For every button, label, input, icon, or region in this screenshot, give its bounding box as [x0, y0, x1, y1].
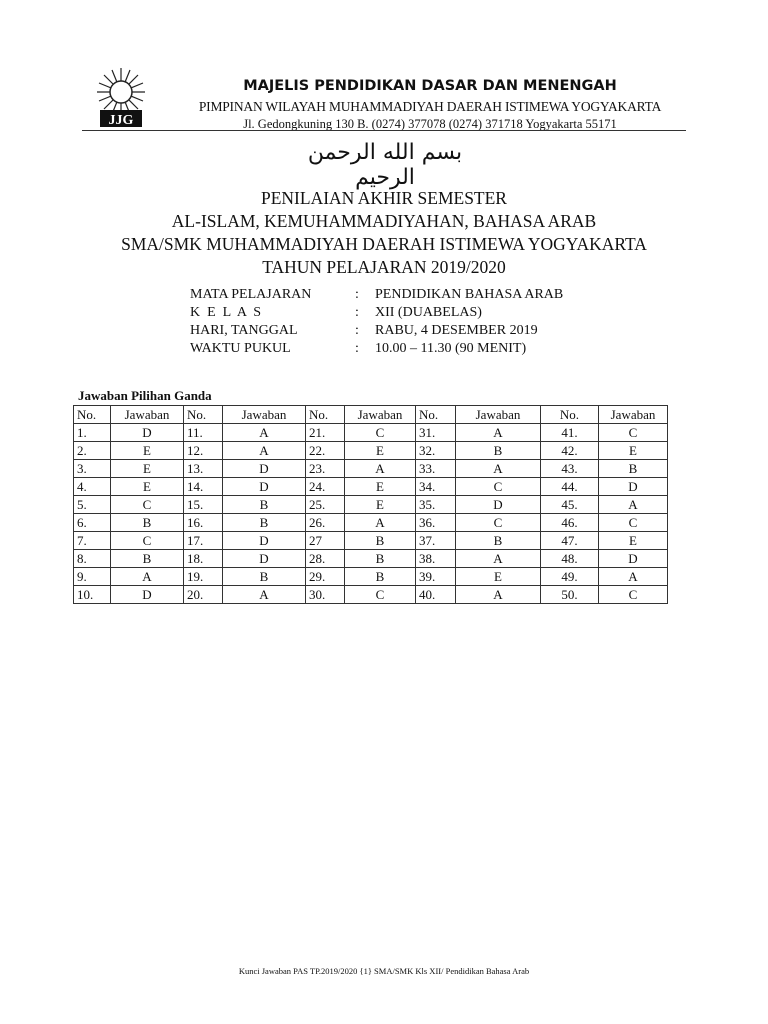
info-label: MATA PELAJARAN [190, 287, 312, 302]
table-row [74, 478, 668, 496]
question-number: 17. [184, 532, 223, 550]
answer-letter: C [456, 478, 541, 496]
question-number: 5. [74, 496, 111, 514]
question-number: 22. [306, 442, 345, 460]
answer-letter: B [456, 442, 541, 460]
question-number: 47. [541, 532, 599, 550]
answer-letter: D [111, 586, 184, 604]
organization-name: MAJELIS PENDIDIKAN DASAR DAN MENENGAH [243, 78, 617, 94]
question-number: 43. [541, 460, 599, 478]
question-number: 15. [184, 496, 223, 514]
info-label: WAKTU PUKUL [190, 341, 291, 356]
title-line-3: SMA/SMK MUHAMMADIYAH DAERAH ISTIMEWA YOGYAKARTA [121, 234, 647, 254]
table-row [74, 460, 668, 478]
answer-letter: B [111, 514, 184, 532]
header-no: No. [306, 406, 345, 424]
question-number: 18. [184, 550, 223, 568]
answer-letter: A [456, 424, 541, 442]
header-no: No. [74, 406, 111, 424]
answer-letter: D [223, 550, 306, 568]
answer-letter: B [599, 460, 668, 478]
header-divider [82, 130, 686, 131]
question-number: 24. [306, 478, 345, 496]
answer-letter: B [456, 532, 541, 550]
answer-letter: C [111, 496, 184, 514]
header-answer: Jawaban [223, 406, 306, 424]
question-number: 30. [306, 586, 345, 604]
question-number: 33. [416, 460, 456, 478]
question-number: 20. [184, 586, 223, 604]
info-sep: : [355, 287, 359, 302]
question-number: 36. [416, 514, 456, 532]
answer-letter: A [345, 460, 416, 478]
answer-letter: B [345, 532, 416, 550]
answer-letter: D [223, 460, 306, 478]
table-row [74, 442, 668, 460]
answer-letter: D [111, 424, 184, 442]
question-number: 29. [306, 568, 345, 586]
question-number: 25. [306, 496, 345, 514]
answer-letter: A [223, 424, 306, 442]
question-number: 42. [541, 442, 599, 460]
info-value: PENDIDIKAN BAHASA ARAB [375, 287, 564, 302]
answer-letter: A [456, 460, 541, 478]
answer-key-table [73, 405, 668, 604]
answer-letter: A [456, 550, 541, 568]
question-number: 34. [416, 478, 456, 496]
table-row [74, 514, 668, 532]
muhammadiyah-logo-icon [92, 66, 150, 128]
table-row [74, 568, 668, 586]
header-answer: Jawaban [456, 406, 541, 424]
answer-letter: A [599, 496, 668, 514]
table-row [74, 496, 668, 514]
address: Jl. Gedongkuning 130 B. (0274) 377078 (0274) 371718 Yogyakarta 55171 [243, 117, 617, 131]
question-number: 21. [306, 424, 345, 442]
title-line-1: PENILAIAN AKHIR SEMESTER [261, 188, 507, 208]
question-number: 13. [184, 460, 223, 478]
info-value: XII (DUABELAS) [375, 305, 482, 320]
info-sep: : [355, 323, 359, 338]
answer-letter: E [599, 442, 668, 460]
answer-letter: C [599, 514, 668, 532]
answer-letter: E [111, 442, 184, 460]
basmala-calligraphy: بسم الله الرحمن الرحيم [307, 140, 463, 190]
question-number: 46. [541, 514, 599, 532]
header-no: No. [416, 406, 456, 424]
footer-text: Kunci Jawaban PAS TP.2019/2020 {1} SMA/SMK Kls XII/ Pendidikan Bahasa Arab [238, 966, 530, 976]
question-number: 19. [184, 568, 223, 586]
question-number: 48. [541, 550, 599, 568]
answer-letter: E [345, 478, 416, 496]
answer-letter: A [223, 586, 306, 604]
answer-letter: D [599, 550, 668, 568]
info-sep: : [355, 341, 359, 356]
info-label: HARI, TANGGAL [190, 323, 298, 338]
question-number: 6. [74, 514, 111, 532]
question-number: 12. [184, 442, 223, 460]
header-answer: Jawaban [345, 406, 416, 424]
info-label: K E L A S [190, 305, 262, 320]
answer-letter: C [345, 586, 416, 604]
header-no: No. [184, 406, 223, 424]
answer-letter: D [223, 478, 306, 496]
question-number: 28. [306, 550, 345, 568]
question-number: 7. [74, 532, 111, 550]
table-row [74, 424, 668, 442]
answer-letter: C [111, 532, 184, 550]
question-number: 26. [306, 514, 345, 532]
answer-letter: A [599, 568, 668, 586]
question-number: 14. [184, 478, 223, 496]
question-number: 38. [416, 550, 456, 568]
answer-letter: B [345, 568, 416, 586]
header-answer: Jawaban [599, 406, 668, 424]
answer-letter: B [223, 496, 306, 514]
answer-letter: B [345, 550, 416, 568]
header-no: No. [541, 406, 599, 424]
question-number: 4. [74, 478, 111, 496]
answer-letter: C [345, 424, 416, 442]
header-answer: Jawaban [111, 406, 184, 424]
info-value: RABU, 4 DESEMBER 2019 [375, 323, 538, 338]
question-number: 32. [416, 442, 456, 460]
title-line-4: TAHUN PELAJARAN 2019/2020 [262, 257, 506, 277]
region-name: PIMPINAN WILAYAH MUHAMMADIYAH DAERAH ISTIMEWA YOGYAKARTA [198, 99, 662, 114]
question-number: 1. [74, 424, 111, 442]
answer-letter: A [223, 442, 306, 460]
question-number: 23. [306, 460, 345, 478]
question-number: 35. [416, 496, 456, 514]
question-number: 2. [74, 442, 111, 460]
question-number: 8. [74, 550, 111, 568]
answer-letter: B [223, 568, 306, 586]
question-number: 41. [541, 424, 599, 442]
question-number: 11. [184, 424, 223, 442]
answer-letter: E [111, 460, 184, 478]
answer-letter: E [345, 496, 416, 514]
answer-letter: D [456, 496, 541, 514]
table-row [74, 532, 668, 550]
title-line-2: AL-ISLAM, KEMUHAMMADIYAHAN, BAHASA ARAB [171, 211, 597, 231]
question-number: 40. [416, 586, 456, 604]
question-number: 31. [416, 424, 456, 442]
answer-letter: D [223, 532, 306, 550]
question-number: 27 [306, 532, 345, 550]
answer-letter: B [223, 514, 306, 532]
table-header-row [74, 406, 668, 424]
table-row [74, 550, 668, 568]
answer-letter: C [599, 586, 668, 604]
question-number: 50. [541, 586, 599, 604]
svg-text:JJG: JJG [108, 113, 134, 128]
answer-letter: C [599, 424, 668, 442]
info-sep: : [355, 305, 359, 320]
question-number: 9. [74, 568, 111, 586]
table-row [74, 586, 668, 604]
question-number: 39. [416, 568, 456, 586]
answer-letter: D [599, 478, 668, 496]
question-number: 37. [416, 532, 456, 550]
answer-letter: E [345, 442, 416, 460]
answer-letter: B [111, 550, 184, 568]
question-number: 44. [541, 478, 599, 496]
section-label: Jawaban Pilihan Ganda [78, 388, 212, 403]
question-number: 16. [184, 514, 223, 532]
info-value: 10.00 – 11.30 (90 MENIT) [375, 341, 527, 356]
answer-letter: A [345, 514, 416, 532]
question-number: 10. [74, 586, 111, 604]
question-number: 3. [74, 460, 111, 478]
answer-letter: A [456, 586, 541, 604]
answer-letter: E [111, 478, 184, 496]
answer-letter: E [599, 532, 668, 550]
answer-letter: A [111, 568, 184, 586]
answer-letter: C [456, 514, 541, 532]
question-number: 45. [541, 496, 599, 514]
question-number: 49. [541, 568, 599, 586]
answer-letter: E [456, 568, 541, 586]
